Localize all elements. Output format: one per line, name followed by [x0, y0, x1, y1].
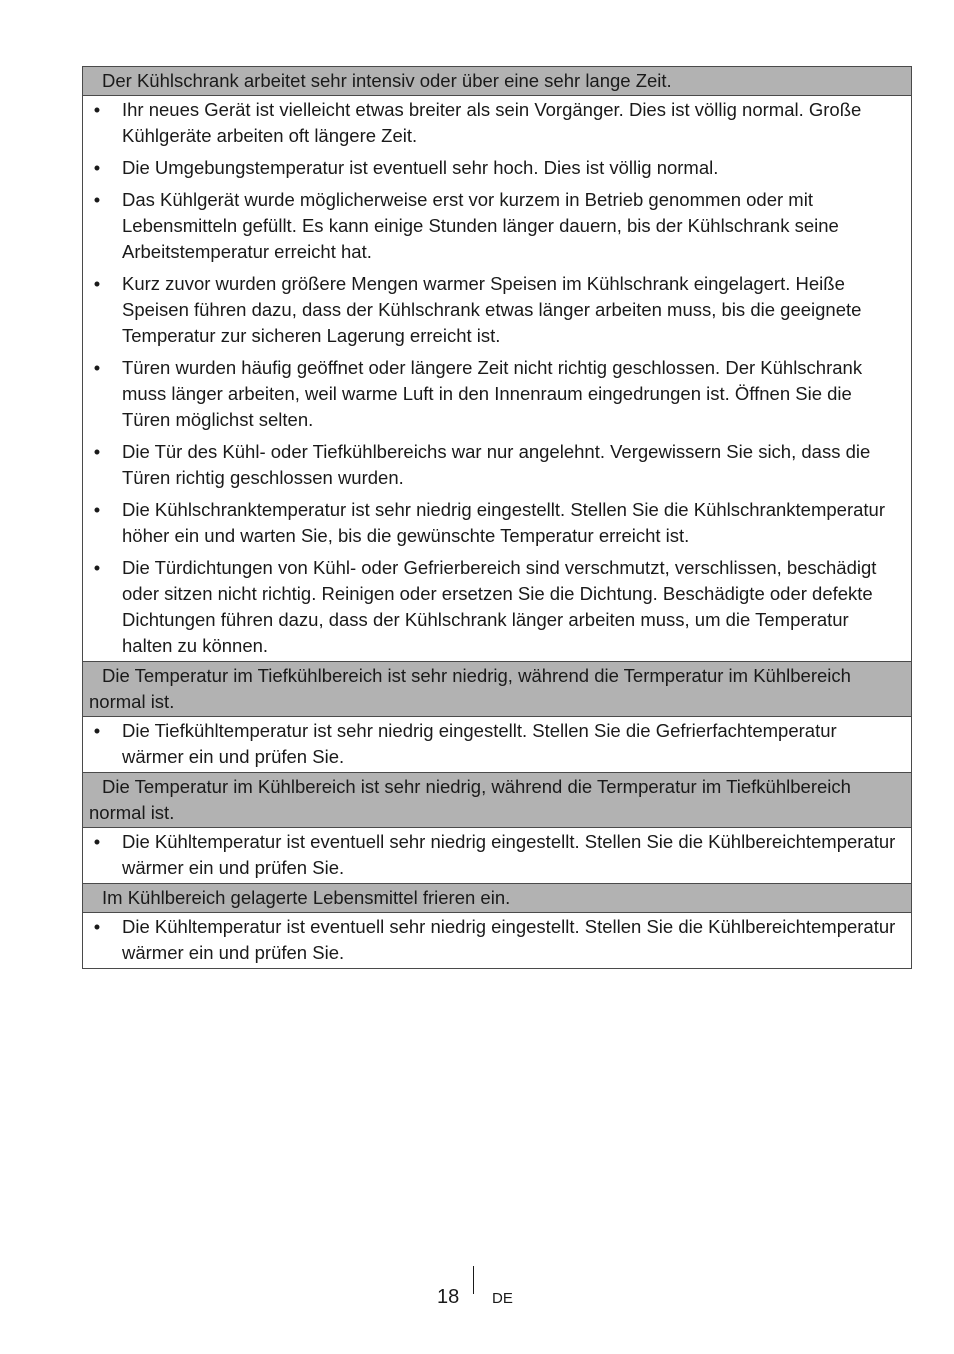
bullet: •: [93, 499, 101, 520]
list-item: [83, 355, 911, 433]
troubleshooting-table: [82, 66, 912, 969]
bullet: •: [93, 441, 101, 462]
bullet: •: [93, 720, 101, 741]
list-item: [83, 271, 911, 349]
page-number: 18: [437, 1286, 460, 1308]
list-item-text: Kurz zuvor wurden größere Mengen warmer Speisen im Kühlschrank eingelagert. Heiße Speisen führen dazu, dass der Kühlschrank etwas länger arbeiten muss, bis die geeignete Temperatur zur sicheren Lagerung erreicht ist.: [122, 273, 862, 346]
list-item: [83, 914, 911, 966]
bullet: •: [93, 189, 101, 210]
bullet: •: [93, 157, 101, 178]
bullet: •: [93, 557, 101, 578]
list-item: [83, 439, 911, 491]
list-item-text: Die Tiefkühltemperatur ist sehr niedrig eingestellt. Stellen Sie die Gefrierfachtemperatur wärmer ein und prüfen Sie.: [122, 720, 837, 767]
section-heading: Der Kühlschrank arbeitet sehr intensiv oder über eine sehr lange Zeit.: [83, 67, 911, 96]
list-item: [83, 97, 911, 149]
list-item: [83, 155, 911, 181]
bullet: •: [93, 916, 101, 937]
list-item-text: Die Tür des Kühl- oder Tiefkühlbereichs war nur angelehnt. Vergewissern Sie sich, dass die Türen richtig geschlossen wurden.: [122, 441, 871, 488]
list-item-text: Türen wurden häufig geöffnet oder längere Zeit nicht richtig geschlossen. Der Kühlschrank muss länger arbeiten, weil warme Luft in den Innenraum eingedrungen ist. Öffnen Sie die Türen möglichst selten.: [122, 357, 863, 430]
list-item: [83, 718, 911, 770]
footer-divider: [473, 1266, 474, 1294]
bullet: •: [93, 831, 101, 852]
bullet: •: [93, 99, 101, 120]
list-item-text: Die Kühltemperatur ist eventuell sehr niedrig eingestellt. Stellen Sie die Kühlbereichtemperatur wärmer ein und prüfen Sie.: [122, 916, 896, 963]
bullet: •: [93, 273, 101, 294]
list-item: [83, 555, 911, 659]
bullet: •: [93, 357, 101, 378]
section-heading: Im Kühlbereich gelagerte Lebensmittel frieren ein.: [83, 884, 911, 913]
list-item: [83, 497, 911, 549]
list-item-text: Ihr neues Gerät ist vielleicht etwas breiter als sein Vorgänger. Dies ist völlig normal. Große Kühlgeräte arbeiten oft längere Zeit.: [122, 99, 862, 146]
list-item-text: Die Kühltemperatur ist eventuell sehr niedrig eingestellt. Stellen Sie die Kühlbereichtemperatur wärmer ein und prüfen Sie.: [122, 831, 896, 878]
list-item-text: Die Kühlschranktemperatur ist sehr niedrig eingestellt. Stellen Sie die Kühlschranktemperatur höher ein und warten Sie, bis die gewünschte Temperatur erreicht ist.: [122, 499, 885, 546]
section-items: [83, 717, 911, 773]
list-item: [83, 829, 911, 881]
list-item-text: Die Umgebungstemperatur ist eventuell sehr hoch. Dies ist völlig normal.: [122, 157, 719, 178]
list-item-text: Die Türdichtungen von Kühl- oder Gefrierbereich sind verschmutzt, verschlissen, beschädigt oder sitzen nicht richtig. Reinigen oder ersetzen Sie die Dichtung. Beschädigte oder defekte Dichtungen führen dazu, dass der Kühlschrank länger arbeiten muss, um die Temperatur halten zu können.: [122, 557, 877, 656]
section-heading: Die Temperatur im Kühlbereich ist sehr niedrig, während die Termperatur im Tiefkühlbereich normal ist.: [83, 773, 911, 828]
section-items: [83, 96, 911, 662]
section-heading: Die Temperatur im Tiefkühlbereich ist sehr niedrig, während die Termperatur im Kühlbereich normal ist.: [83, 662, 911, 717]
language-code: DE: [492, 1290, 513, 1307]
list-item: [83, 187, 911, 265]
section-items: [83, 913, 911, 968]
section-items: [83, 828, 911, 884]
list-item-text: Das Kühlgerät wurde möglicherweise erst vor kurzem in Betrieb genommen oder mit Lebensmitteln gefüllt. Es kann einige Stunden länger dauern, bis der Kühlschrank seine Arbeitstemperatur erreicht hat.: [122, 189, 839, 262]
